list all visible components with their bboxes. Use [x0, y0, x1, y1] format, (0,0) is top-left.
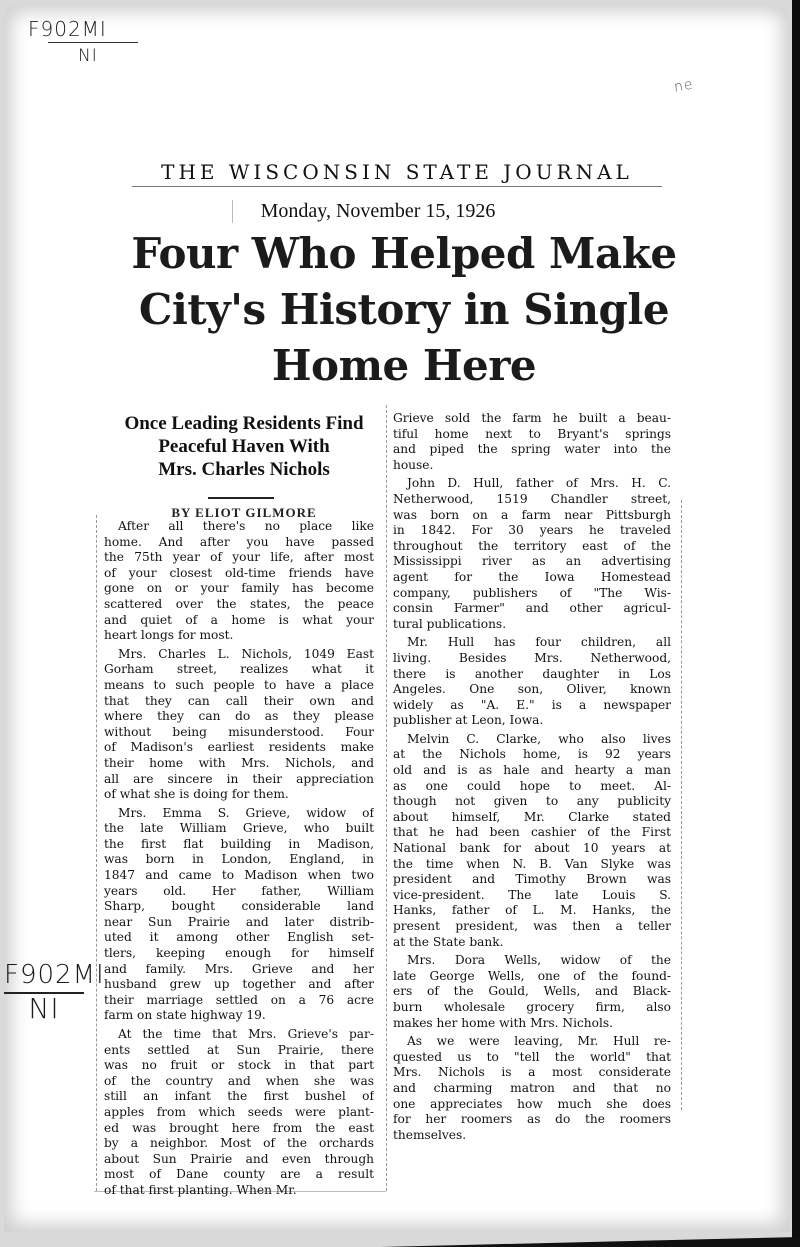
- subhead-line: Peaceful Haven With: [158, 436, 330, 457]
- headline-line: Home Here: [271, 341, 537, 390]
- text-line: 1847 and came to Madison when two: [104, 868, 374, 883]
- text-line: Angeles. One son, Oliver, known: [393, 682, 671, 697]
- text-line: tiful home next to Bryant's springs: [393, 426, 671, 441]
- text-line: and family. Mrs. Grieve and her: [104, 961, 374, 976]
- article-subhead: [108, 412, 380, 481]
- text-line: Grieve sold the farm he built a beau-: [393, 411, 671, 425]
- text-line: and piped the spring water into the: [393, 442, 671, 457]
- text-line: of your closest old-time friends have: [104, 565, 374, 580]
- text-line: at the Nichols home, is 92 years: [393, 747, 671, 762]
- text-line: without being misunderstood. Four: [104, 724, 374, 739]
- text-line: for her roomers as do the roomers: [393, 1112, 671, 1127]
- byline: BY ELIOT GILMORE: [171, 505, 317, 520]
- article-paragraph: [104, 647, 374, 803]
- article-column-right: [393, 411, 671, 1146]
- handwritten-mark: ne: [672, 76, 695, 96]
- text-line: the 75th year of your life, after most: [104, 550, 374, 565]
- text-line: at the State bank.: [393, 934, 504, 949]
- text-line: makes her home with Mrs. Nichols.: [393, 1015, 613, 1030]
- text-line: As we were leaving, Mr. Hull re-: [407, 1034, 671, 1049]
- text-line: agent for the Iowa Homestead: [393, 569, 671, 584]
- text-line: Mrs. Charles L. Nichols, 1049 East: [118, 646, 374, 661]
- article-column-left: [104, 519, 374, 1202]
- article-paragraph: [393, 1034, 671, 1143]
- scan-edge-bottom: [380, 1237, 800, 1247]
- publication-date: Monday, November 15, 1926: [232, 200, 523, 223]
- text-line: tural publications.: [393, 616, 507, 631]
- text-line: National bank for about 10 years at: [393, 841, 671, 856]
- text-line: by a neighbor. Most of the orchards: [104, 1136, 374, 1151]
- text-line: Mrs. Emma S. Grieve, widow of: [118, 805, 374, 820]
- text-line: home. And after you have passed: [104, 534, 374, 549]
- text-line: there is another daughter in Los: [393, 666, 671, 681]
- text-line: scattered over the states, the peace: [104, 596, 374, 611]
- text-line: uted it among other English set-: [104, 930, 374, 945]
- scan-edge-right: [792, 0, 800, 1247]
- column-divider: [386, 405, 387, 1191]
- text-line: apples from which seeds were plant-: [104, 1104, 374, 1119]
- text-line: and quiet of a home is what your: [104, 612, 374, 627]
- headline-line: City's History in Single: [138, 285, 670, 334]
- text-line: heart longs for most.: [104, 628, 234, 643]
- column-border-left: [96, 515, 97, 1191]
- text-line: gone on or your family has become: [104, 581, 374, 596]
- text-line: John D. Hull, father of Mrs. H. C.: [407, 476, 671, 491]
- text-line: all are sincere in their appreciation: [104, 771, 374, 786]
- subhead-line: Once Leading Residents Find: [124, 413, 364, 434]
- article-paragraph: [104, 806, 374, 1024]
- text-line: Mississippi river as an advertising: [393, 554, 671, 569]
- text-line: present president, was then a teller: [393, 919, 671, 933]
- divider-rule: [208, 497, 274, 499]
- text-line: living. Besides Mrs. Netherwood,: [393, 650, 671, 665]
- text-line: company, publishers of "The Wis-: [393, 585, 671, 600]
- paragraph-gap: [104, 1199, 374, 1202]
- column-border-right: [681, 500, 682, 1110]
- text-line: house.: [393, 457, 434, 472]
- text-line: where they can do as they please: [104, 709, 374, 724]
- text-line: president and Timothy Brown was: [393, 872, 671, 887]
- text-line: still an infant the first bushel of: [104, 1089, 374, 1104]
- catalog-code: F902MI: [28, 17, 107, 41]
- text-line: of the country and when she was: [104, 1073, 374, 1088]
- article-paragraph: [104, 519, 374, 644]
- handwritten-catalog-note-top: [28, 18, 138, 67]
- text-line: publisher at Leon, Iowa.: [393, 713, 544, 728]
- text-line: consin Farmer" and other agricul-: [393, 601, 671, 616]
- text-line: was born in London, England, in: [104, 852, 374, 867]
- article-paragraph: [393, 635, 671, 729]
- text-line: widely as "A. E." is a newspaper: [393, 697, 671, 712]
- text-line: was no fruit or stock in that part: [104, 1058, 374, 1073]
- article-paragraph: [393, 411, 671, 473]
- text-line: one appreciates how much she does: [393, 1096, 671, 1111]
- text-line: throughout the territory east of the: [393, 538, 671, 553]
- catalog-code: F902MI: [4, 960, 84, 994]
- text-line: though not given to any publicity: [393, 794, 671, 809]
- text-line: Hanks, father of L. M. Hanks, the: [393, 903, 671, 918]
- text-line: Netherwood, 1519 Chandler street,: [393, 491, 671, 506]
- text-line: tlers, keeping enough for himself: [104, 946, 374, 961]
- text-line: that they can call their own and: [104, 693, 374, 708]
- text-line: Gorham street, realizes what it: [104, 662, 374, 677]
- paragraph-gap: [393, 1143, 671, 1146]
- newspaper-masthead: THE WISCONSIN STATE JOURNAL: [132, 160, 662, 187]
- text-line: Melvin C. Clarke, who also lives: [407, 731, 671, 746]
- text-line: After all there's no place like: [118, 519, 374, 533]
- text-line: late George Wells, one of the found-: [393, 968, 671, 983]
- text-line: of what she is doing for them.: [104, 787, 289, 802]
- text-line: their home with Mrs. Nichols, and: [104, 755, 374, 770]
- text-line: At the time that Mrs. Grieve's par-: [118, 1027, 374, 1041]
- text-line: and charming matron and that no: [393, 1080, 671, 1095]
- text-line: as one could hope to meet. Al-: [393, 778, 671, 793]
- subhead-line: Mrs. Charles Nichols: [158, 459, 330, 480]
- text-line: was born on a farm near Pittsburgh: [393, 507, 671, 522]
- text-line: near Sun Prairie and later distrib-: [104, 914, 374, 929]
- text-line: their marriage settled on a 76 acre: [104, 992, 374, 1007]
- text-line: the time when N. B. Van Slyke was: [393, 856, 671, 871]
- article-paragraph: [393, 476, 671, 632]
- article-paragraph: [393, 953, 671, 1031]
- text-line: themselves.: [393, 1127, 467, 1142]
- text-line: most of Dane county are a result: [104, 1167, 374, 1182]
- text-line: old and is as hale and hearty a man: [393, 763, 671, 778]
- text-line: Mrs. Nichols is a most considerate: [393, 1065, 671, 1080]
- text-line: about Sun Prairie and even through: [104, 1151, 374, 1166]
- text-line: means to such people to have a place: [104, 677, 374, 692]
- catalog-subcode: NI: [48, 42, 138, 67]
- text-line: Sharp, bought considerable land: [104, 899, 374, 914]
- article-paragraph: [393, 732, 671, 950]
- article-headline: [104, 226, 704, 394]
- text-line: vice-president. The late Louis S.: [393, 887, 671, 902]
- text-line: burn wholesale grocery firm, also: [393, 999, 671, 1014]
- catalog-subcode: NI: [28, 992, 60, 1025]
- text-line: farm on state highway 19.: [104, 1008, 266, 1023]
- headline-line: Four Who Helped Make: [131, 229, 677, 278]
- text-line: ents settled at Sun Prairie, there: [104, 1042, 374, 1057]
- text-line: quested us to "tell the world" that: [393, 1049, 671, 1064]
- text-line: the first flat building in Madison,: [104, 836, 374, 851]
- text-line: the late William Grieve, who built: [104, 821, 374, 836]
- text-line: Mr. Hull has four children, all: [407, 635, 671, 650]
- text-line: in 1842. For 30 years he traveled: [393, 523, 671, 538]
- text-line: ers of the Gould, Wells, and Black-: [393, 984, 671, 999]
- text-line: years old. Her father, William: [104, 883, 374, 898]
- text-line: Mrs. Dora Wells, widow of the: [407, 953, 671, 968]
- text-line: ed was brought here from the east: [104, 1120, 374, 1135]
- text-line: that he had been cashier of the First: [393, 825, 671, 840]
- handwritten-catalog-note-side: [4, 960, 105, 1025]
- text-line: about himself, Mr. Clarke stated: [393, 809, 671, 824]
- article-paragraph: [104, 1027, 374, 1199]
- text-line: husband grew up together and after: [104, 977, 374, 992]
- text-line: of Madison's earliest residents make: [104, 740, 374, 755]
- text-line: of that first planting. When Mr.: [104, 1182, 297, 1197]
